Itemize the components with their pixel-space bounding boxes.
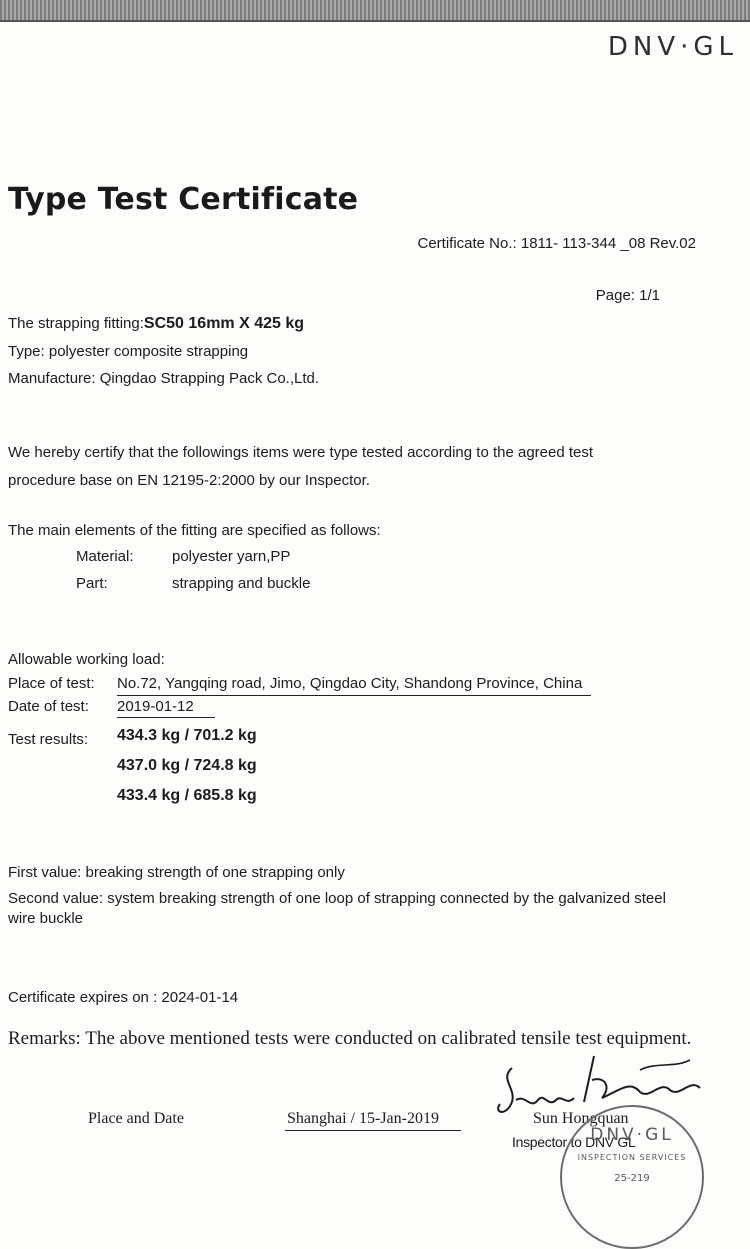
note-second-value-line-1: Second value: system breaking strength of one loop of strapping connected by the galvanized steel <box>8 890 666 907</box>
date-of-test-label: Date of test: <box>8 698 89 715</box>
part-value: strapping and buckle <box>172 575 311 592</box>
fitting-value: SC50 16mm X 425 kg <box>143 315 305 332</box>
test-result-2: 437.0 kg / 724.8 kg <box>117 757 257 774</box>
part-label: Part: <box>76 575 108 592</box>
place-underline <box>117 695 591 696</box>
certify-line-2: procedure base on EN 12195-2:2000 by our Inspector. <box>8 472 370 489</box>
note-first-value: First value: breaking strength of one strapping only <box>8 864 345 881</box>
expiry-label: Certificate expires on : <box>8 989 158 1006</box>
allowable-load-label: Allowable working load: <box>8 651 165 668</box>
remarks: Remarks: The above mentioned tests were conducted on calibrated tensile test equipment. <box>8 1028 692 1049</box>
page-indicator <box>596 287 660 305</box>
certificate-number <box>417 235 696 253</box>
fitting-label: The strapping fitting: <box>8 315 144 332</box>
fitting-type: Type: polyester composite strapping <box>8 343 249 360</box>
stamp-brand: DNV·GL <box>590 1125 674 1145</box>
stamp-service: INSPECTION SERVICES <box>577 1153 687 1162</box>
inspector-title: Inspector to DNV GL <box>512 1134 636 1150</box>
brand-logo: DNV·GL <box>607 32 738 62</box>
place-date-label: Place and Date <box>88 1110 184 1127</box>
inspector-name: Sun Hongquan <box>533 1110 629 1127</box>
certificate-number-value: 1811- 113-344 _08 Rev.02 <box>520 235 696 252</box>
page-value: 1/1 <box>639 287 660 304</box>
page-title: Type Test Certificate <box>8 182 359 217</box>
material-value: polyester yarn,PP <box>172 548 291 565</box>
certificate-number-label: Certificate No.: <box>417 235 517 252</box>
place-of-test-value: No.72, Yangqing road, Jimo, Qingdao City, Shandong Province, China <box>117 675 583 692</box>
expiry-value: 2024-01-14 <box>161 989 239 1006</box>
fitting-line <box>8 315 304 333</box>
stamp-number: 25-219 <box>614 1173 650 1184</box>
test-result-3: 433.4 kg / 685.8 kg <box>117 787 257 804</box>
certify-line-1: We hereby certify that the followings items were type tested according to the agreed test <box>8 444 594 461</box>
place-date-value: Shanghai / 15-Jan-2019 <box>287 1110 439 1127</box>
place-date-underline <box>285 1130 461 1131</box>
top-border-bar <box>0 0 750 22</box>
date-underline <box>117 717 215 718</box>
elements-intro: The main elements of the fitting are specified as follows: <box>8 522 381 539</box>
place-of-test-label: Place of test: <box>8 675 95 692</box>
page-label: Page: <box>595 287 635 304</box>
expiry-line <box>8 989 238 1007</box>
note-second-value-line-2: wire buckle <box>8 910 84 927</box>
material-label: Material: <box>76 548 134 565</box>
inspector-signature <box>490 1050 730 1130</box>
test-result-1: 434.3 kg / 701.2 kg <box>117 727 257 744</box>
date-of-test-value: 2019-01-12 <box>117 698 194 715</box>
test-results-label: Test results: <box>8 731 89 748</box>
fitting-manufacture: Manufacture: Qingdao Strapping Pack Co.,Ltd. <box>8 370 320 387</box>
